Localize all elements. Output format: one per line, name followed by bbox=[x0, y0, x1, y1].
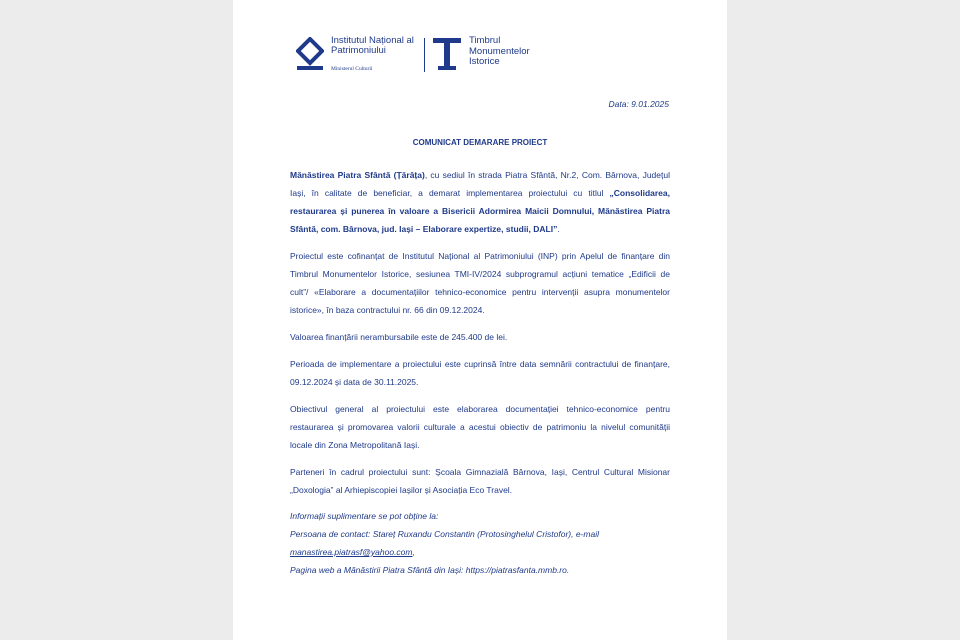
tmi-t-icon bbox=[432, 36, 462, 72]
document-date: Data: 9.01.2025 bbox=[608, 99, 669, 109]
inp-subtitle: Ministerul Culturii bbox=[331, 66, 373, 72]
contact-info bbox=[290, 507, 680, 579]
paragraph-objective: Obiectivul general al proiectului este elaborarea documentației tehnico-economice pentru restaurarea și promovarea valorii culturale a acestui obiectiv de patrimoniu la nivelul comunității locale din Zona Metropolitană Iași. bbox=[290, 404, 670, 450]
contact-person: Persoana de contact: Stareț Ruxandu Constantin (Protosinghelul Cristofor), e-mail bbox=[290, 529, 599, 539]
document-body bbox=[290, 166, 670, 508]
tmi-name: Timbrul Monumentelor Istorice bbox=[469, 35, 530, 67]
document-page bbox=[233, 0, 727, 640]
logo-divider bbox=[424, 38, 425, 72]
intro-text: , cu sediul în strada Piatra Sfântă, Nr.2, Com. Bârnova, Județul Iași, în calitate de beneficiar, a demarat implementarea proiectului cu titlul bbox=[290, 170, 670, 198]
paragraph-intro bbox=[290, 166, 670, 238]
tmi-logo bbox=[432, 36, 542, 76]
email-suffix: , bbox=[412, 547, 415, 557]
paragraph-financing: Proiectul este cofinanțat de Institutul Național al Patrimoniului (INP) prin Apelul de finanțare din Timbrul Monumentelor Istorice, sesiunea TMI-IV/2024 subprogramul acțiuni tematice „Edificii de cult”/ «Elaborare a documentațiilor tehnico-economice pentru intervenții asupra monumentelor istorice», în baza contractului nr. 66 din 09.12.2024. bbox=[290, 251, 670, 315]
inp-logo bbox=[296, 36, 426, 76]
paragraph-partners: Parteneri în cadrul proiectului sunt: Școala Gimnazială Bârnova, Iași, Centrul Cultural Misionar „Doxologia” al Arhiepiscopiei Iașilor și Asociația Eco Travel. bbox=[290, 467, 670, 495]
inp-emblem-icon bbox=[296, 37, 324, 71]
paragraph-period: Perioada de implementare a proiectului este cuprinsă între data semnării contractului de finanțare, 09.12.2024 și data de 30.11.2025. bbox=[290, 359, 670, 387]
intro-end: . bbox=[557, 224, 560, 234]
page-title: COMUNICAT DEMARARE PROIECT bbox=[412, 138, 548, 147]
contact-email-line bbox=[290, 543, 680, 561]
project-title: „Consolidarea, restaurarea și punerea în valoare a Bisericii Adormirea Maicii Domnului, Mănăstirea Piatra Sfântă, com. Bârnova, jud. Iași – Elaborare expertize, studii, DALI” bbox=[290, 188, 670, 234]
email-link[interactable]: manastirea.piatrasf@yahoo.com bbox=[290, 547, 413, 557]
inp-name: Institutul Național al Patrimoniului bbox=[331, 35, 414, 56]
beneficiary-name: Mănăstirea Piatra Sfântă (Țărâța) bbox=[290, 170, 425, 180]
contact-intro: Informații suplimentare se pot obține la: bbox=[290, 511, 439, 521]
paragraph-value: Valoarea finanțării nerambursabile este de 245.400 de lei. bbox=[290, 332, 508, 342]
contact-website: Pagina web a Mănăstirii Piatra Sfântă din Iași: https://piatrasfanta.mmb.ro. bbox=[290, 565, 570, 575]
